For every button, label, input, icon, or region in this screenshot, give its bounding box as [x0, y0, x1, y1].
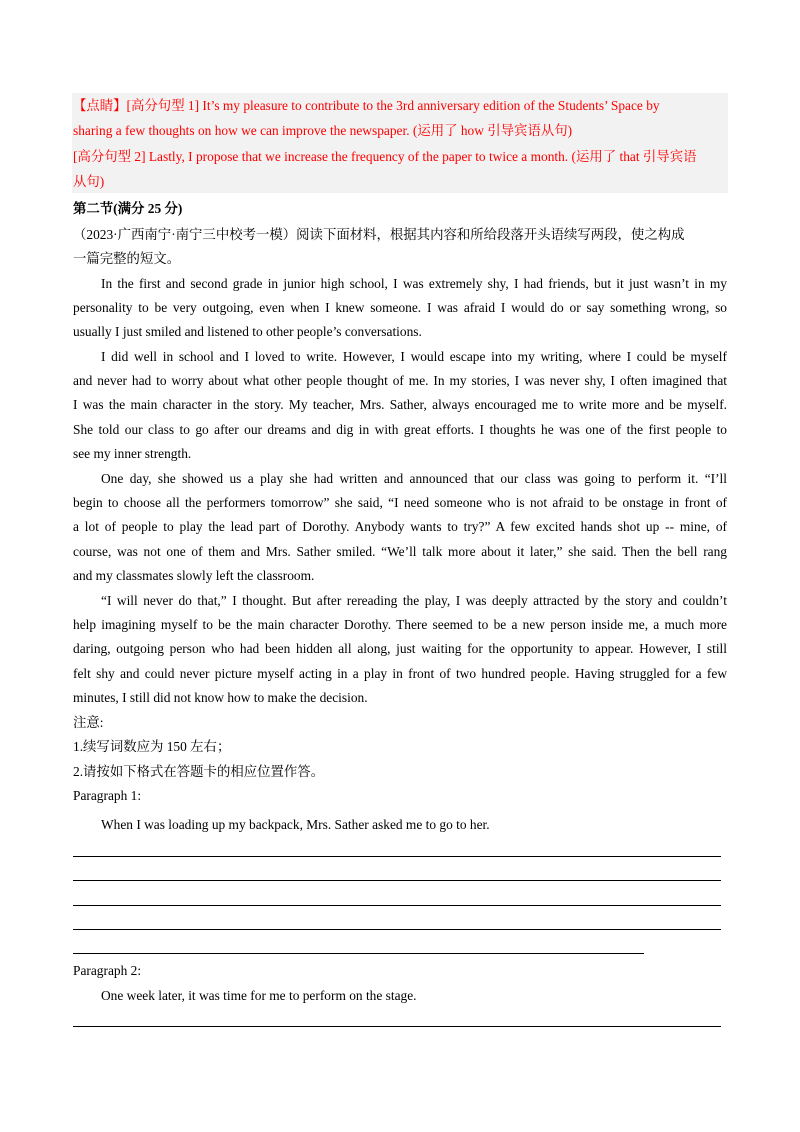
tip-line-4: 从句)	[73, 174, 105, 189]
passage-line: see my inner strength.	[73, 446, 192, 461]
writing-line[interactable]	[73, 856, 721, 857]
passage-line: minutes, I still did not know how to make the decision.	[73, 690, 368, 705]
section-title: 第二节(满分 25 分)	[73, 201, 183, 216]
passage-line: One day, she showed us a play she had written and announced that our class was going to perform it. “I’ll	[101, 471, 727, 486]
passage-line: and my classmates slowly left the classroom.	[73, 568, 315, 583]
writing-line[interactable]	[73, 953, 644, 954]
notes-item-2: 2.请按如下格式在答题卡的相应位置作答。	[73, 764, 325, 779]
passage-line: course, was not one of them and Mrs. Sather smiled. “We’ll talk more about it later,” she said. Then the bell rang	[73, 544, 727, 559]
tip-line-3: [高分句型 2] Lastly, I propose that we increase the frequency of the paper to twice a month. (运用了 that 引导宾语	[73, 149, 697, 164]
passage-line: a lot of people to play the lead part of Dorothy. Anybody wants to try?” A few excited hands shot up -- mine, of	[73, 519, 727, 534]
tip-line-2: sharing a few thoughts on how we can improve the newspaper. (运用了 how 引导宾语从句)	[73, 123, 573, 138]
paragraph-1-opening: When I was loading up my backpack, Mrs. Sather asked me to go to her.	[101, 817, 490, 832]
writing-line[interactable]	[73, 929, 721, 930]
instructions-line-2: 一篇完整的短文。	[73, 251, 181, 266]
passage-line: help imagining myself to be the main character Dorothy. There seemed to be a new person inside me, a much more	[73, 617, 727, 632]
passage-line: daring, outgoing person who had been hidden all along, just waiting for the opportunity to appear. However, I still	[73, 641, 727, 656]
passage-line: felt shy and could never picture myself acting in a play in front of two hundred people. Having struggled for a few	[73, 666, 727, 681]
passage-line: and never had to worry about what other people thought of me. In my stories, I was never shy, I often imagined that	[73, 373, 727, 388]
passage-line: I was the main character in the story. My teacher, Mrs. Sather, always encouraged me to write more and be myself.	[73, 397, 727, 412]
passage-line: In the first and second grade in junior high school, I was extremely shy, I had friends, but it just wasn’t in my	[101, 276, 727, 291]
writing-line[interactable]	[73, 905, 721, 906]
passage-line: “I will never do that,” I thought. But after rereading the play, I was deeply attracted by the story and couldn’t	[101, 593, 727, 608]
writing-line[interactable]	[73, 880, 721, 881]
paragraph-1-label: Paragraph 1:	[73, 788, 142, 803]
passage-line: She told our class to go after our dreams and dig in with great efforts. I thoughts he was one of the first people to	[73, 422, 727, 437]
notes-item-1: 1.续写词数应为 150 左右；	[73, 739, 231, 754]
passage-line: personality to be very outgoing, even when I knew someone. I was afraid I would do or say something wrong, so	[73, 300, 727, 315]
passage-line: begin to choose all the performers tomorrow” she said, “I need someone who is not afraid to be onstage in front of	[73, 495, 727, 510]
instructions-line-1: （2023·广西南宁·南宁三中校考一模）阅读下面材料，根据其内容和所给段落开头语续写两段，使之构成	[73, 227, 685, 242]
writing-line[interactable]	[73, 1026, 721, 1027]
passage-line: usually I just smiled and listened to other people’s conversations.	[73, 324, 422, 339]
passage-line: I did well in school and I loved to write. However, I would escape into my writing, where I could be myself	[101, 349, 727, 364]
paragraph-2-opening: One week later, it was time for me to perform on the stage.	[101, 988, 417, 1003]
tip-line-1: 【点睛】[高分句型 1] It’s my pleasure to contribute to the 3rd anniversary edition of the Students’ Space by	[73, 98, 660, 113]
notes-label: 注意:	[73, 715, 104, 730]
paragraph-2-label: Paragraph 2:	[73, 963, 142, 978]
